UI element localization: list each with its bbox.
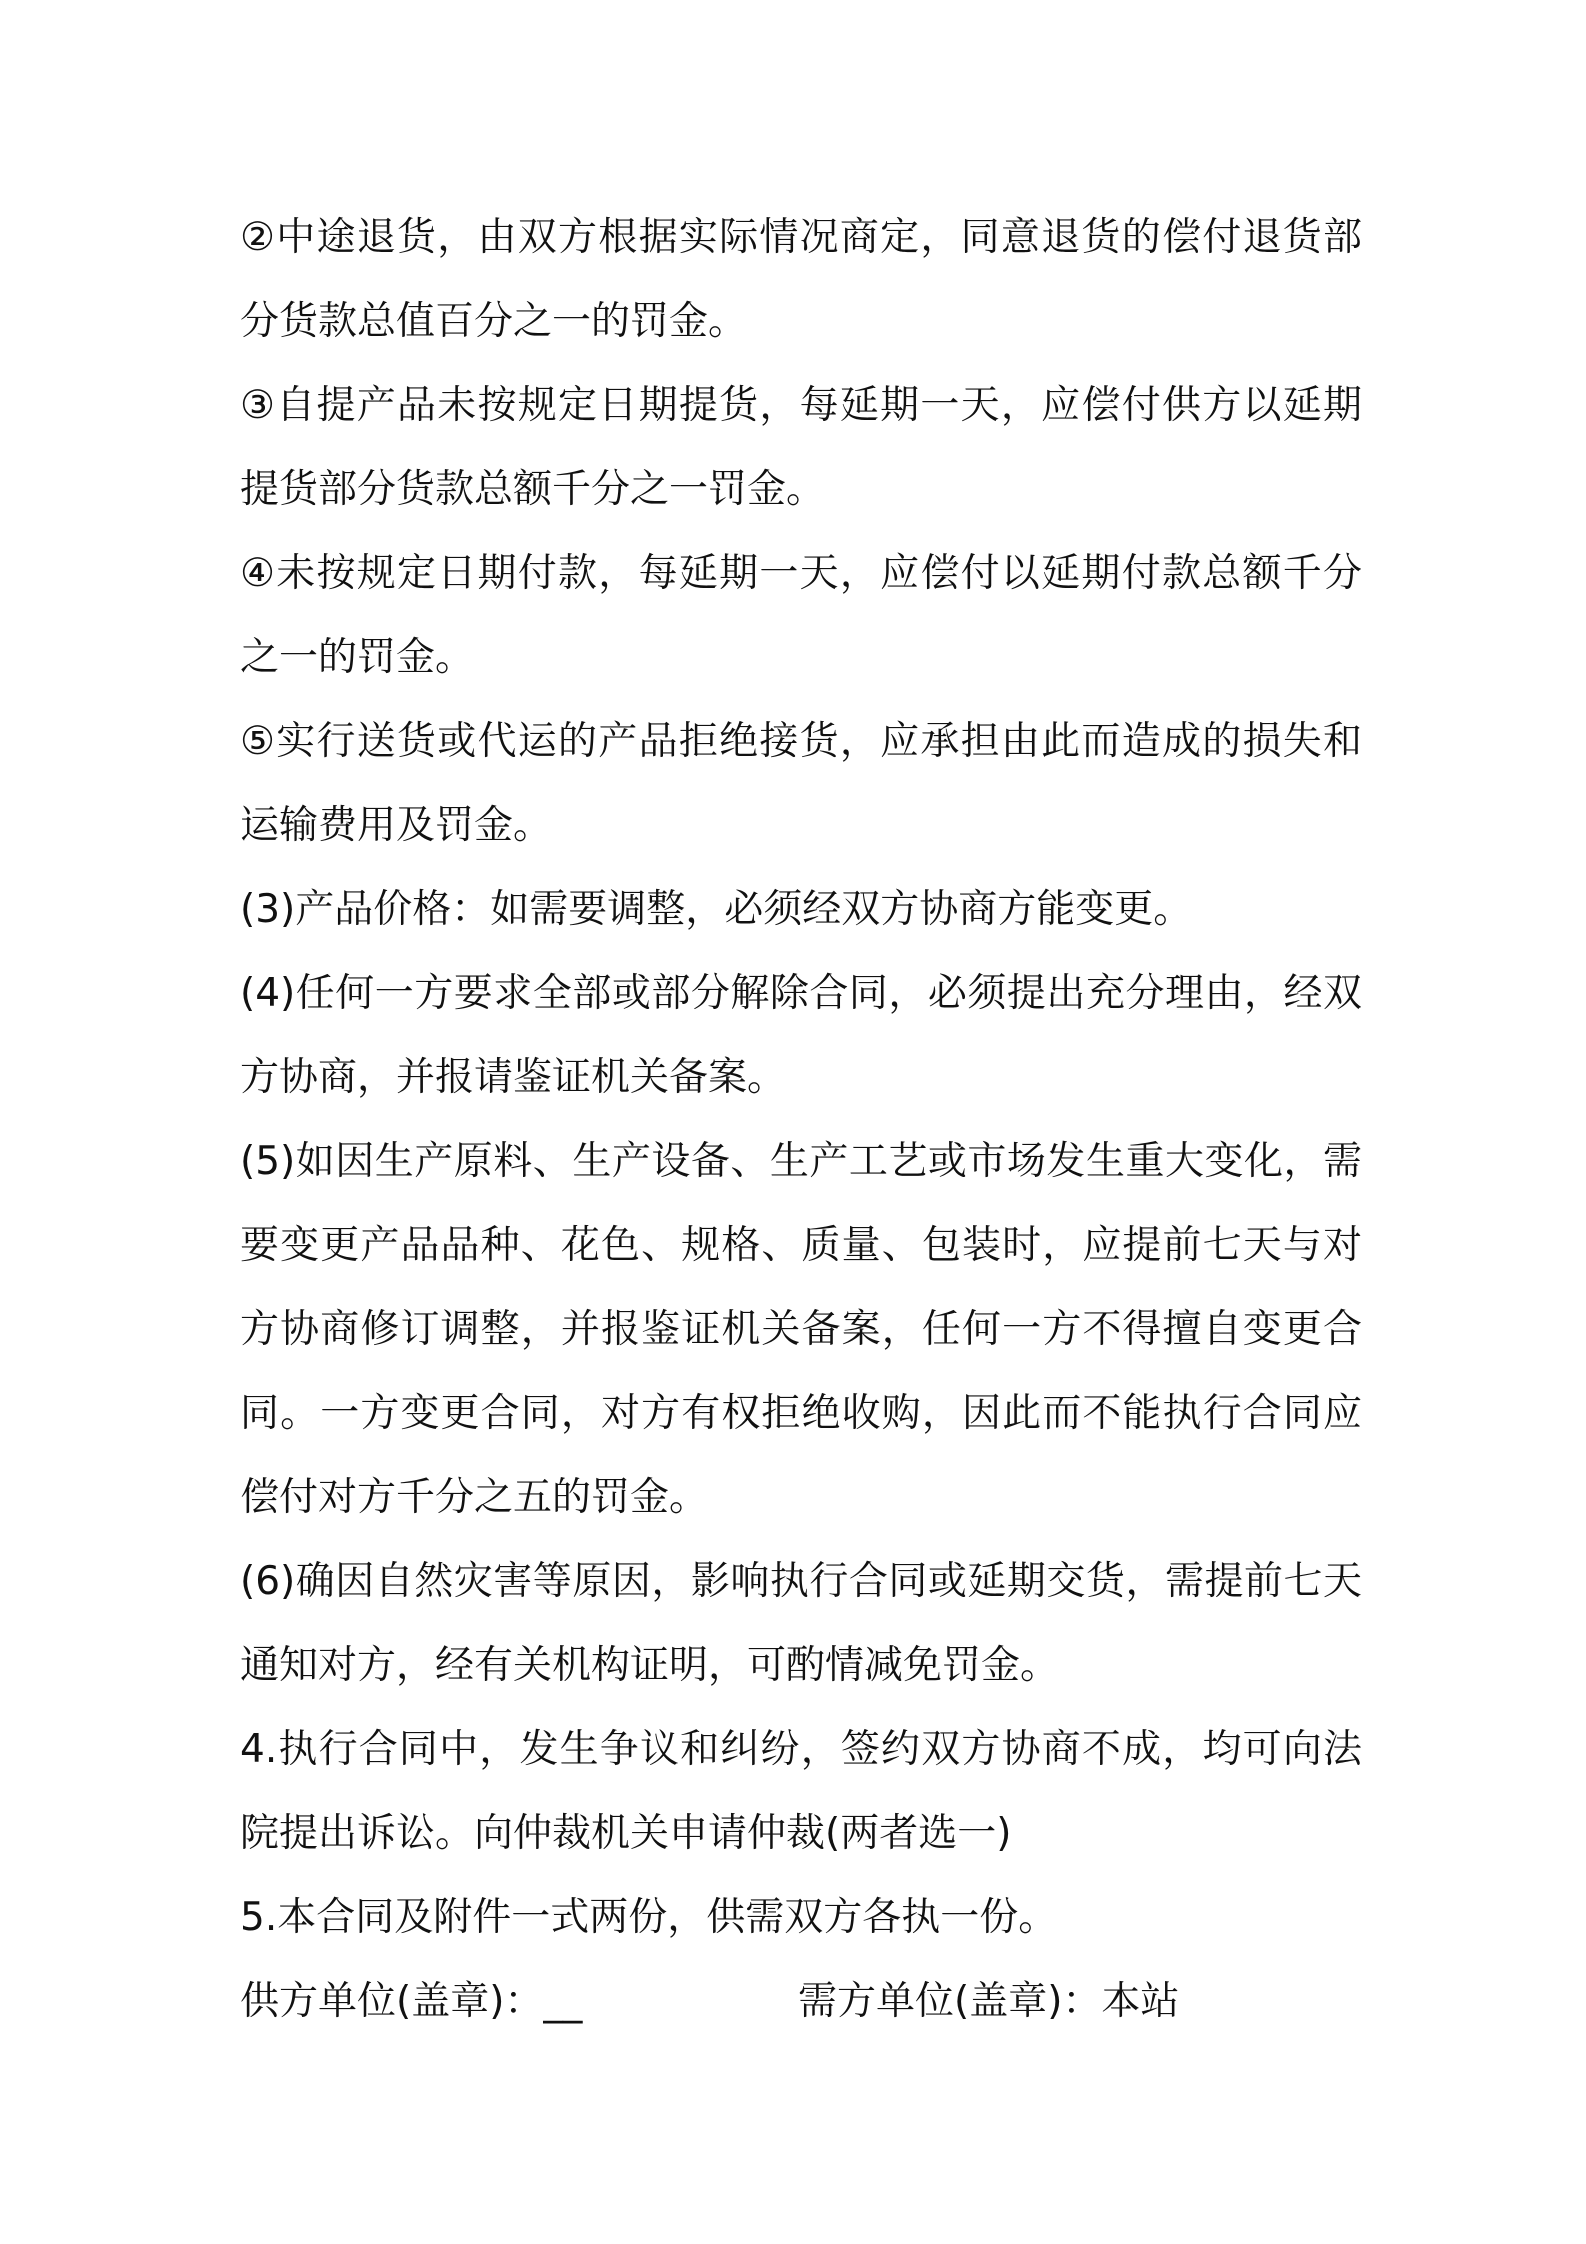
clause-product-price: (3)产品价格：如需要调整，必须经双方协商方能变更。 <box>240 887 1193 932</box>
clause-late-payment: ④未按规定日期付款，每延期一天，应偿付以延期付款总额千分之一的罚金。 <box>240 551 1362 680</box>
contract-body <box>240 196 1362 2044</box>
clause-force-majeure: (6)确因自然灾害等原因，影响执行合同或延期交货，需提前七天通知对方，经有关机构证明，可酌情减免罚金。 <box>240 1559 1362 1688</box>
supplier-signature: 供方单位(盖章)：__ <box>240 1979 583 2024</box>
clause-return-midway: ②中途退货，由双方根据实际情况商定，同意退货的偿付退货部分货款总值百分之一的罚金。 <box>240 215 1362 344</box>
clause-change-of-conditions: (5)如因生产原料、生产设备、生产工艺或市场发生重大变化，需要变更产品品种、花色、规格、质量、包装时，应提前七天与对方协商修订调整，并报鉴证机关备案，任何一方不得擅自变更合同。一方变更合同，对方有权拒绝收购，因此而不能执行合同应偿付对方千分之五的罚金。 <box>240 1139 1362 1520</box>
clause-self-pickup-delay: ③自提产品未按规定日期提货，每延期一天，应偿付供方以延期提货部分货款总额千分之一罚金。 <box>240 383 1362 512</box>
clause-refuse-delivery: ⑤实行送货或代运的产品拒绝接货，应承担由此而造成的损失和运输费用及罚金。 <box>240 719 1362 848</box>
clause-termination: (4)任何一方要求全部或部分解除合同，必须提出充分理由，经双方协商，并报请鉴证机关备案。 <box>240 971 1362 1100</box>
buyer-signature: 需方单位(盖章)：本站 <box>798 1979 1180 2024</box>
signature-row <box>240 1960 1362 2044</box>
clause-dispute-resolution: 4.执行合同中，发生争议和纠纷，签约双方协商不成，均可向法院提出诉讼。向仲裁机关申请仲裁(两者选一) <box>240 1727 1362 1856</box>
clause-copies: 5.本合同及附件一式两份，供需双方各执一份。 <box>240 1895 1058 1940</box>
